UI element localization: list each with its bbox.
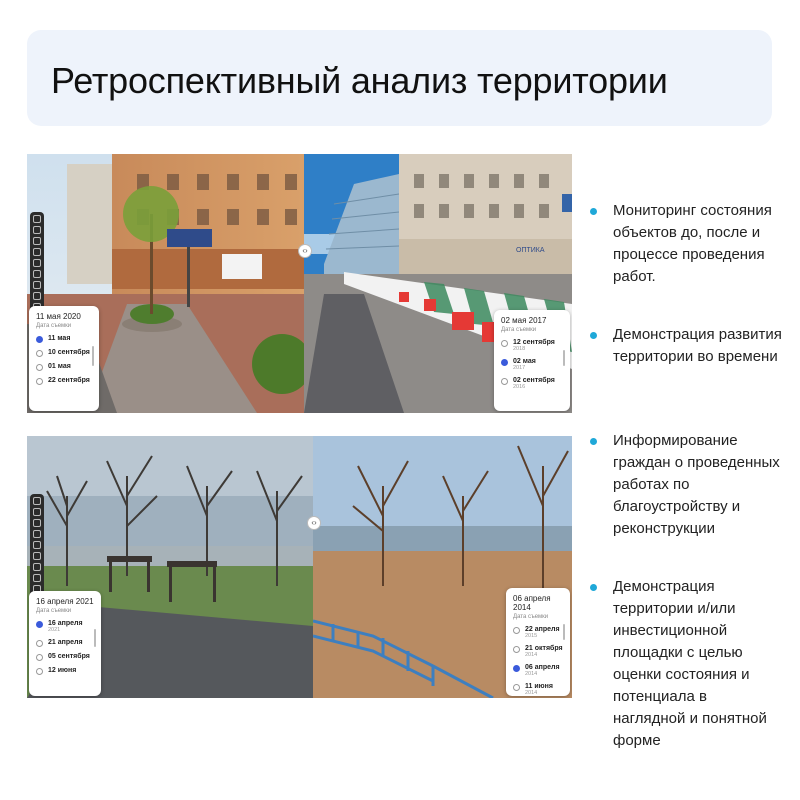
split-drag-handle[interactable]: ‹›: [307, 516, 321, 530]
date-option-label: 11 мая: [48, 335, 71, 342]
feature-item: [590, 576, 783, 752]
date-option[interactable]: [36, 335, 92, 343]
bullet-icon: [590, 584, 597, 591]
date-option-year: 2016: [513, 384, 526, 390]
split-drag-handle[interactable]: ‹›: [298, 244, 312, 258]
date-option[interactable]: [36, 620, 94, 633]
date-picker-scrollbar[interactable]: [563, 350, 565, 366]
date-option-label: 01 мая: [48, 363, 71, 370]
date-option-label: 10 сентября: [48, 349, 90, 356]
feature-text: Демонстрация развития территории во времени: [613, 326, 782, 365]
page-title: Ретроспективный анализ территории: [51, 60, 668, 101]
streetview-2014[interactable]: [313, 436, 572, 698]
toolbar-button[interactable]: [33, 248, 41, 256]
toolbar-button[interactable]: [33, 541, 41, 549]
date-picker-subtitle: Дата съемки: [36, 323, 72, 329]
bullet-icon: [590, 208, 597, 215]
bullet-icon: [590, 332, 597, 339]
date-option-year: 2015: [525, 633, 538, 639]
date-picker-scrollbar[interactable]: [563, 624, 565, 640]
toolbar-button[interactable]: [33, 574, 41, 582]
date-picker-title: 06 апреля 2014: [513, 594, 551, 612]
date-picker-card[interactable]: [506, 588, 570, 696]
toolbar-button[interactable]: [33, 530, 41, 538]
radio-icon: [36, 378, 43, 385]
toolbar-button[interactable]: [33, 259, 41, 267]
date-picker-subtitle: Дата съемки: [513, 614, 549, 620]
date-option[interactable]: [36, 667, 94, 675]
date-picker-card[interactable]: [29, 306, 99, 411]
shop-sign: ОПТИКА: [516, 247, 545, 254]
title-banner: [27, 30, 772, 126]
date-option-label: 21 апреля: [48, 639, 83, 646]
date-option[interactable]: [513, 683, 563, 696]
date-option-label: 05 сентября: [48, 653, 90, 660]
toolbar-button[interactable]: [33, 563, 41, 571]
radio-icon: [513, 646, 520, 653]
date-option-label: 02 мая: [513, 358, 536, 365]
date-option-year: 2014: [525, 690, 538, 696]
radio-icon: [513, 684, 520, 691]
radio-icon: [36, 350, 43, 357]
radio-icon: [501, 378, 508, 385]
date-option-label: 16 апреля: [48, 620, 83, 627]
feature-item: [590, 430, 783, 540]
toolbar-button[interactable]: [33, 292, 41, 300]
feature-text: Мониторинг состояния объектов до, после и процессе проведения работ.: [613, 202, 772, 285]
date-option[interactable]: [36, 377, 92, 385]
date-option[interactable]: [36, 363, 92, 371]
date-option[interactable]: [501, 377, 563, 390]
date-option[interactable]: [501, 339, 563, 352]
date-picker-scrollbar[interactable]: [92, 346, 94, 366]
radio-selected-icon: [513, 665, 520, 672]
date-picker-card[interactable]: [494, 310, 570, 411]
streetview-2020[interactable]: [27, 154, 304, 413]
date-option-year: 2021: [48, 627, 61, 633]
park-comparison-panel-2[interactable]: [27, 436, 572, 698]
date-option[interactable]: [36, 639, 94, 647]
date-option[interactable]: [36, 349, 92, 357]
date-picker-title: 11 мая 2020: [36, 312, 81, 321]
radio-icon: [501, 340, 508, 347]
toolbar-button[interactable]: [33, 508, 41, 516]
street-comparison-panel-1[interactable]: [27, 154, 572, 413]
date-picker-scrollbar[interactable]: [94, 629, 96, 647]
feature-text: Информирование граждан о проведенных работах по благоустройству и реконструкции: [613, 432, 780, 537]
radio-icon: [36, 654, 43, 661]
toolbar-button[interactable]: [33, 237, 41, 245]
date-option-label: 22 сентября: [48, 377, 90, 384]
date-option[interactable]: [36, 653, 94, 661]
feature-item: [590, 200, 783, 288]
date-option-year: 2014: [525, 652, 538, 658]
date-option[interactable]: [513, 645, 563, 658]
feature-item: [590, 324, 783, 368]
streetview-2021[interactable]: [27, 436, 313, 698]
date-option-label: 21 октября: [525, 645, 563, 652]
radio-selected-icon: [36, 621, 43, 628]
toolbar-button[interactable]: [33, 215, 41, 223]
date-option-year: 2018: [513, 346, 526, 352]
date-option-year: 2014: [525, 671, 538, 677]
feature-text: Демонстрация территории и/или инвестиционной площадки с целью оценки состояния и потенциала в наглядной и понятной форме: [613, 578, 767, 749]
date-option-label: 11 июня: [525, 683, 553, 690]
bullet-icon: [590, 438, 597, 445]
toolbar-button[interactable]: [33, 519, 41, 527]
radio-selected-icon: [36, 336, 43, 343]
date-option[interactable]: [513, 626, 563, 639]
date-picker-subtitle: Дата съемки: [36, 608, 72, 614]
radio-selected-icon: [501, 359, 508, 366]
toolbar-button[interactable]: [33, 226, 41, 234]
toolbar-button[interactable]: [33, 281, 41, 289]
toolbar-button[interactable]: [33, 552, 41, 560]
date-option-label: 22 апреля: [525, 626, 560, 633]
date-picker-title: 16 апреля 2021: [36, 597, 94, 606]
date-option-label: 06 апреля: [525, 664, 560, 671]
toolbar-button[interactable]: [33, 497, 41, 505]
date-picker-subtitle: Дата съемки: [501, 327, 537, 333]
radio-icon: [36, 364, 43, 371]
radio-icon: [36, 668, 43, 675]
radio-icon: [513, 627, 520, 634]
date-option-label: 02 сентября: [513, 377, 555, 384]
date-option[interactable]: [501, 358, 563, 371]
toolbar-button[interactable]: [33, 270, 41, 278]
radio-icon: [36, 640, 43, 647]
date-picker-title: 02 мая 2017: [501, 316, 547, 325]
date-option[interactable]: [513, 664, 563, 677]
date-option-year: 2017: [513, 365, 526, 371]
date-option-label: 12 сентября: [513, 339, 555, 346]
date-option-label: 12 июня: [48, 667, 77, 674]
date-picker-card[interactable]: [29, 591, 101, 696]
streetview-2017[interactable]: [304, 154, 572, 413]
